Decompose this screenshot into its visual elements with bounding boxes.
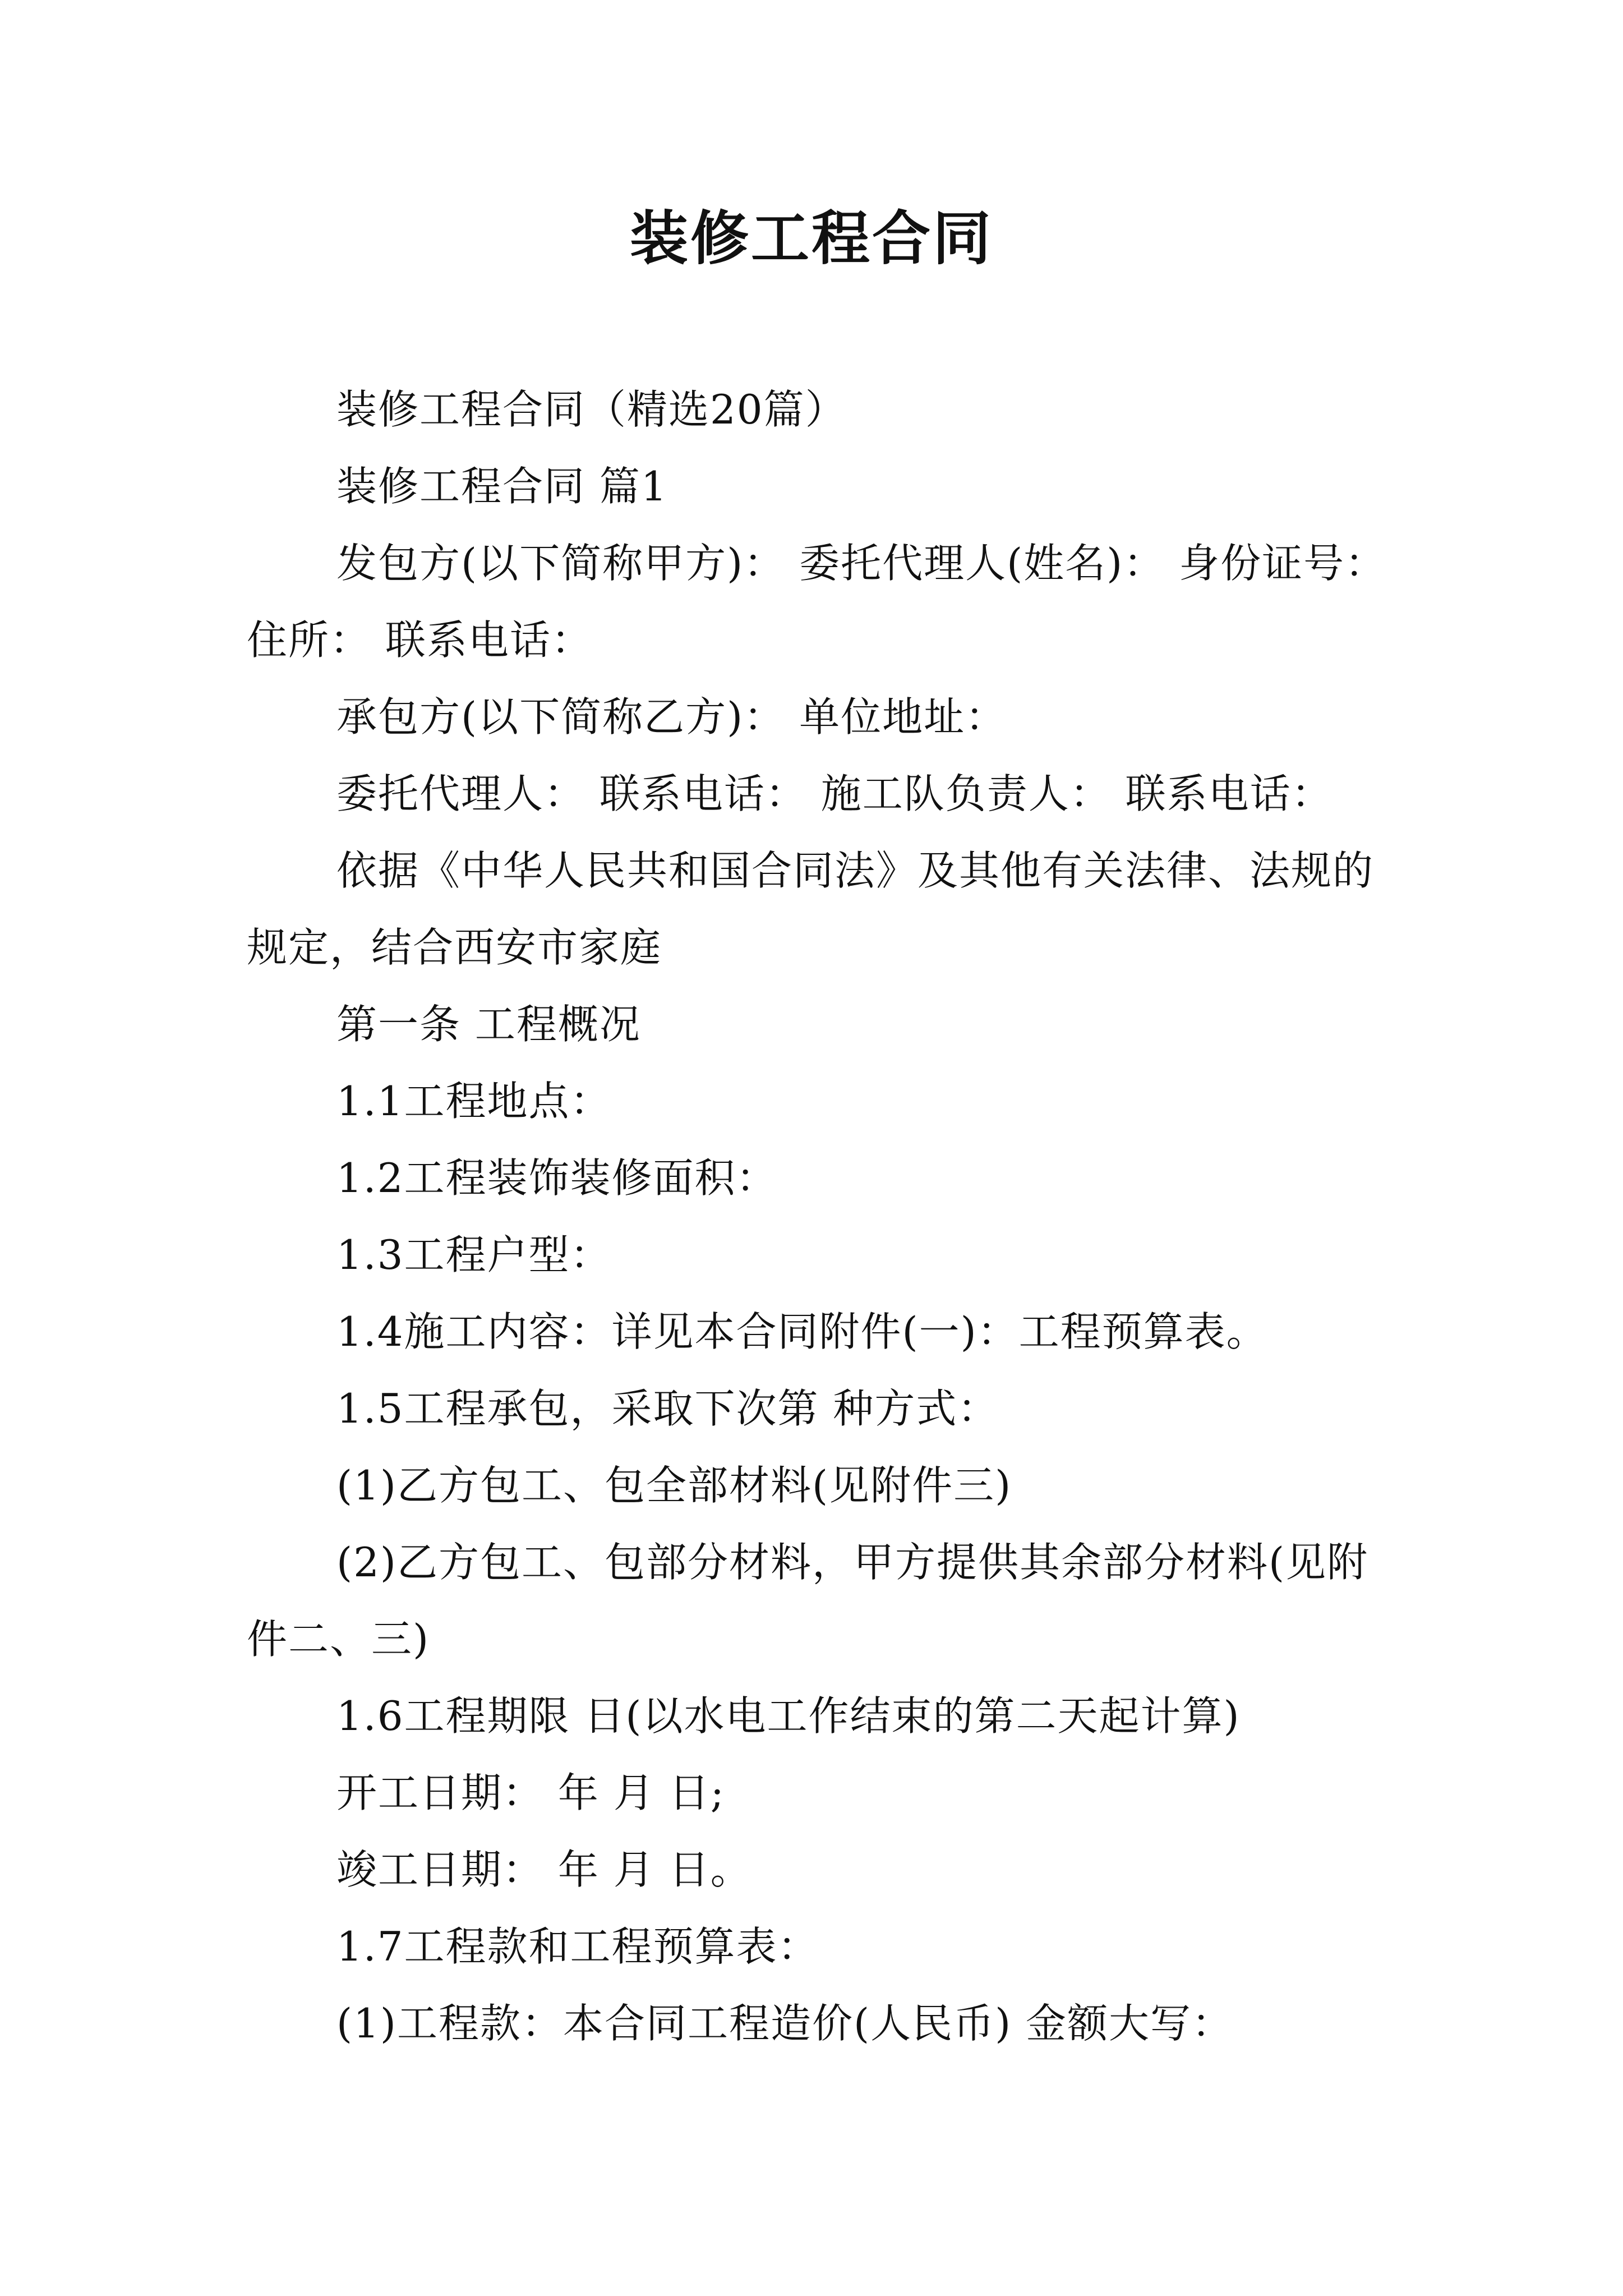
- paragraph-option-2: (2)乙方包工、包部分材料，甲方提供其余部分材料(见附件二、三): [247, 1539, 1369, 1663]
- paragraph-1-1: 1.1工程地点：: [336, 1078, 612, 1125]
- paragraph-completion-date: 竣工日期： 年 月 日。: [336, 1846, 752, 1893]
- paragraph-contract-price: (1)工程款：本合同工程造价(人民币) 金额大写：: [336, 2000, 1234, 2047]
- paragraph-1-4: 1.4施工内容：详见本合同附件(一)：工程预算表。: [336, 1308, 1268, 1355]
- document-body: [247, 371, 1391, 2062]
- paragraph-employer-info: 发包方(以下简称甲方)： 委托代理人(姓名)： 身份证号： 住所： 联系电话：: [247, 540, 1387, 664]
- paragraph-contractor-info: 承包方(以下简称乙方)： 单位地址：: [336, 693, 1007, 740]
- paragraph-1-6: 1.6工程期限 日(以水电工作结束的第二天起计算): [336, 1692, 1241, 1740]
- paragraph-article-1: 第一条 工程概况: [336, 1001, 641, 1048]
- paragraph-1-3: 1.3工程户型：: [336, 1231, 612, 1278]
- paragraph-part-title: 装修工程合同 篇1: [336, 463, 668, 510]
- paragraph-agent-info: 委托代理人： 联系电话： 施工队负责人： 联系电话：: [336, 770, 1333, 817]
- paragraph-1-5: 1.5工程承包，采取下次第 种方式：: [336, 1385, 999, 1432]
- paragraph-option-1: (1)乙方包工、包全部材料(见附件三): [336, 1462, 1012, 1509]
- paragraph-start-date: 开工日期： 年 月 日;: [336, 1769, 725, 1816]
- paragraph-legal-basis: 依据《中华人民共和国合同法》及其他有关法律、法规的规定，结合西安市家庭: [247, 847, 1375, 971]
- paragraph-heading: 装修工程合同（精选20篇）: [336, 386, 847, 433]
- paragraph-1-2: 1.2工程装饰装修面积：: [336, 1154, 778, 1202]
- paragraph-1-7: 1.7工程款和工程预算表：: [336, 1923, 819, 1970]
- document-title: 装修工程合同: [629, 204, 993, 273]
